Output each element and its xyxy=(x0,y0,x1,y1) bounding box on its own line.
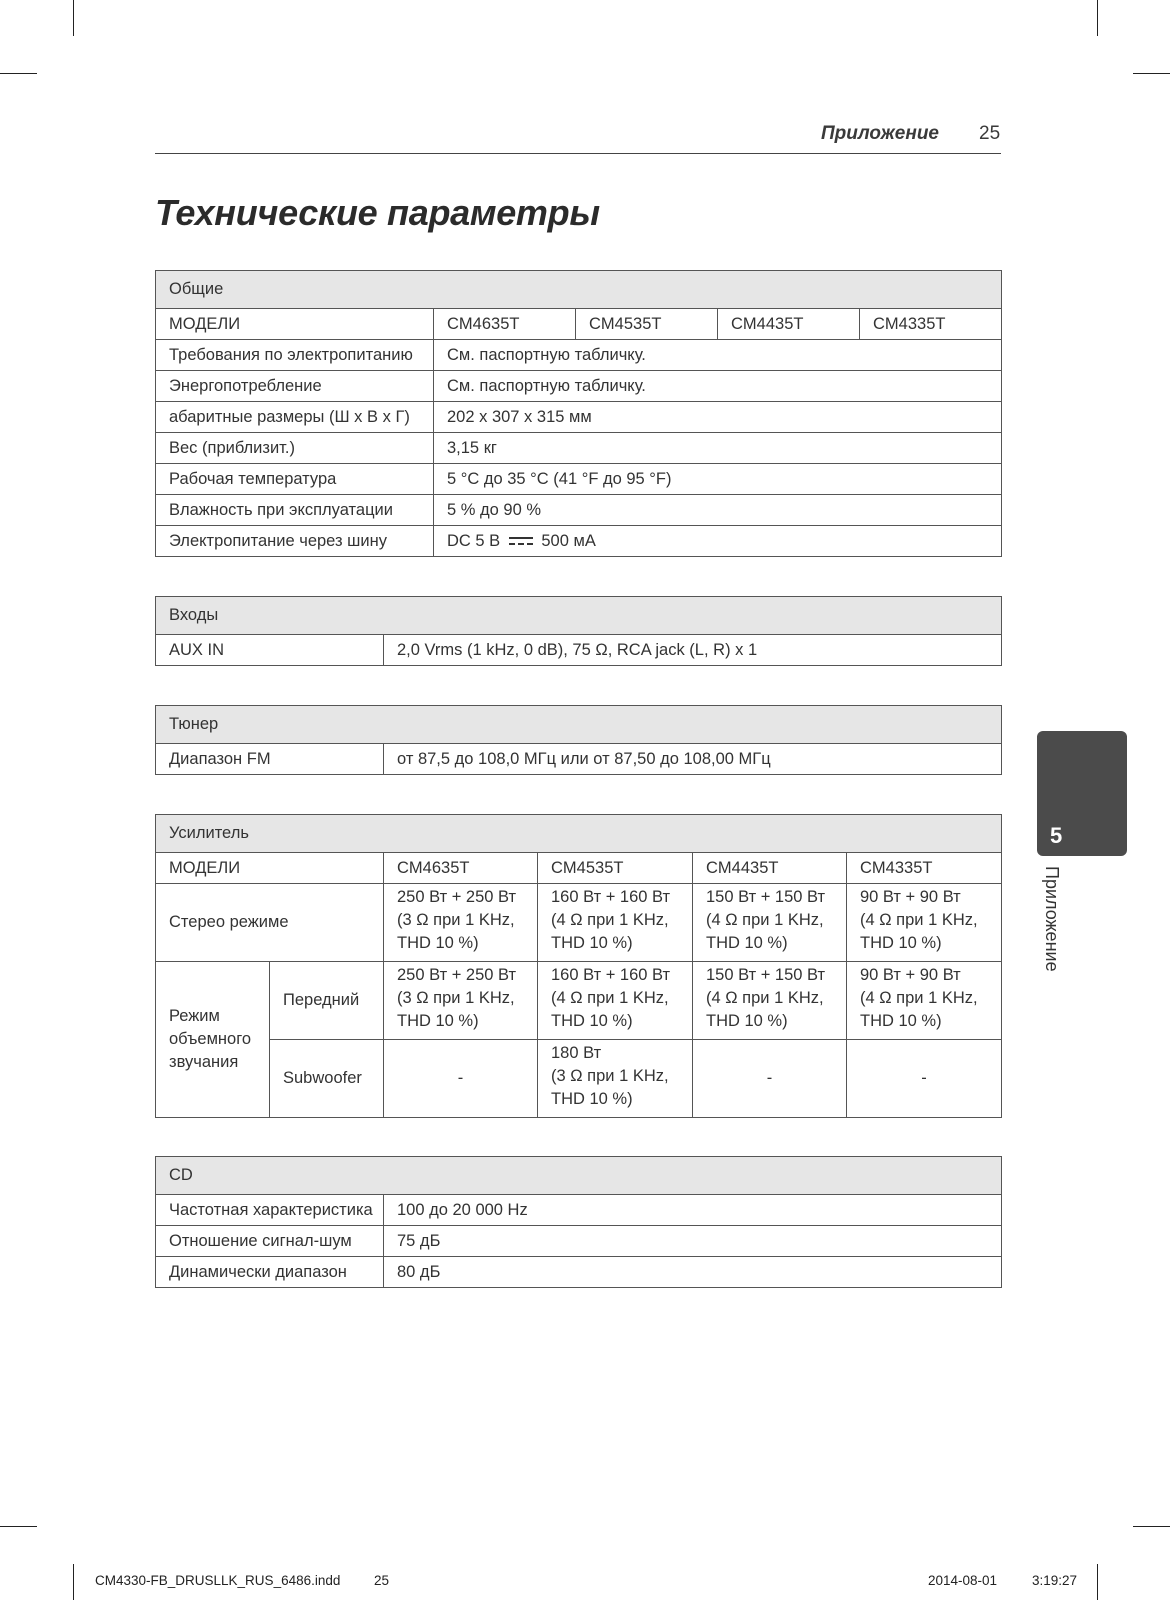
dc-symbol-icon xyxy=(508,535,534,547)
chapter-number: 5 xyxy=(1050,823,1063,848)
row-label: Subwoofer xyxy=(270,1040,384,1118)
row-value: 100 до 20 000 Hz xyxy=(384,1195,1002,1226)
model-name: CM4335T xyxy=(847,853,1002,884)
row-label: абаритные размеры (Ш x В x Г) xyxy=(156,402,434,433)
table-row xyxy=(156,853,1002,884)
table-row xyxy=(156,309,1002,340)
chapter-label: Приложение xyxy=(1042,866,1062,972)
table-row xyxy=(156,526,1002,557)
table-heading: Тюнер xyxy=(156,706,1002,744)
power-value: - xyxy=(384,1040,538,1118)
row-label: Диапазон FM xyxy=(156,744,384,775)
table-row xyxy=(156,1195,1002,1226)
header-section-name: Приложение xyxy=(820,123,939,144)
table-heading: CD xyxy=(156,1157,1002,1195)
table-header-row xyxy=(156,597,1002,635)
usb-value-prefix: DC 5 В xyxy=(447,531,501,550)
footer-page-number: 25 xyxy=(374,1573,390,1588)
table-heading: Входы xyxy=(156,597,1002,635)
row-value: 5 % до 90 % xyxy=(434,495,1002,526)
footer-time: 3:19:27 xyxy=(1032,1573,1078,1588)
power-value: 90 Вт + 90 Вт (4 Ω при 1 KHz, THD 10 %) xyxy=(847,884,1002,962)
cd-table xyxy=(155,1156,1002,1288)
row-label: Энергопотребление xyxy=(156,371,434,402)
footer-file-name: CM4330-FB_DRUSLLK_RUS_6486.indd xyxy=(95,1573,341,1588)
power-value: 160 Вт + 160 Вт (4 Ω при 1 KHz, THD 10 %) xyxy=(538,962,693,1040)
row-value: См. паспортную табличку. xyxy=(434,340,1002,371)
table-row xyxy=(156,1257,1002,1288)
crop-mark xyxy=(1133,1526,1170,1527)
model-name: CM4435T xyxy=(693,853,847,884)
row-value: 3,15 кг xyxy=(434,433,1002,464)
power-value: 150 Вт + 150 Вт (4 Ω при 1 KHz, THD 10 %) xyxy=(693,962,847,1040)
table-header-row xyxy=(156,271,1002,309)
power-value: 90 Вт + 90 Вт (4 Ω при 1 KHz, THD 10 %) xyxy=(847,962,1002,1040)
row-value: 80 дБ xyxy=(384,1257,1002,1288)
model-name: CM4535T xyxy=(576,309,718,340)
row-value: 202 x 307 x 315 мм xyxy=(434,402,1002,433)
crop-mark xyxy=(1097,0,1098,36)
table-header-row xyxy=(156,706,1002,744)
usb-value-suffix: 500 мА xyxy=(541,531,596,550)
power-value: 160 Вт + 160 Вт (4 Ω при 1 KHz, THD 10 %) xyxy=(538,884,693,962)
power-value: 150 Вт + 150 Вт (4 Ω при 1 KHz, THD 10 %) xyxy=(693,884,847,962)
table-header-row xyxy=(156,815,1002,853)
table-row xyxy=(156,962,1002,1040)
row-label: Электропитание через шину xyxy=(156,526,434,557)
row-value: от 87,5 до 108,0 МГц или от 87,50 до 108,00 МГц xyxy=(384,744,1002,775)
row-label: Влажность при эксплуатации xyxy=(156,495,434,526)
crop-mark xyxy=(1133,73,1170,74)
model-name: CM4335T xyxy=(860,309,1002,340)
table-row xyxy=(156,371,1002,402)
power-value: 250 Вт + 250 Вт (3 Ω при 1 KHz, THD 10 %) xyxy=(384,884,538,962)
table-row xyxy=(156,402,1002,433)
model-name: CM4435T xyxy=(718,309,860,340)
row-label: Отношение сигнал-шум xyxy=(156,1226,384,1257)
footer-date: 2014-08-01 xyxy=(928,1573,998,1588)
header-rule xyxy=(155,153,1001,154)
table-row xyxy=(156,340,1002,371)
row-label: Динамически диапазон xyxy=(156,1257,384,1288)
power-value: - xyxy=(693,1040,847,1118)
crop-mark xyxy=(73,1564,74,1600)
crop-mark xyxy=(73,0,74,36)
header-page-number: 25 xyxy=(979,123,1001,144)
table-row xyxy=(156,464,1002,495)
row-value: 75 дБ xyxy=(384,1226,1002,1257)
row-value: 2,0 Vrms (1 kHz, 0 dB), 75 Ω, RCA jack (L, R) x 1 xyxy=(384,635,1002,666)
power-value: 250 Вт + 250 Вт (3 Ω при 1 KHz, THD 10 %) xyxy=(384,962,538,1040)
row-label: Вес (приблизит.) xyxy=(156,433,434,464)
page-title: Технические параметры xyxy=(155,192,600,233)
row-value xyxy=(434,526,1002,557)
table-row xyxy=(156,635,1002,666)
table-row xyxy=(156,1040,1002,1118)
table-header-row xyxy=(156,1157,1002,1195)
crop-mark xyxy=(1097,1564,1098,1600)
table-heading: Усилитель xyxy=(156,815,1002,853)
row-label: Передний xyxy=(270,962,384,1040)
table-heading: Общие xyxy=(156,271,1002,309)
row-value: 5 °C до 35 °C (41 °F до 95 °F) xyxy=(434,464,1002,495)
row-label: Частотная характеристика xyxy=(156,1195,384,1226)
crop-mark xyxy=(0,1526,37,1527)
table-row xyxy=(156,744,1002,775)
table-row xyxy=(156,884,1002,962)
row-label: МОДЕЛИ xyxy=(156,309,434,340)
power-value: - xyxy=(847,1040,1002,1118)
power-value: 180 Вт (3 Ω при 1 KHz, THD 10 %) xyxy=(538,1040,693,1118)
model-name: CM4635T xyxy=(384,853,538,884)
inputs-table xyxy=(155,596,1002,666)
row-label: МОДЕЛИ xyxy=(156,853,384,884)
row-label: AUX IN xyxy=(156,635,384,666)
model-name: CM4635T xyxy=(434,309,576,340)
model-name: CM4535T xyxy=(538,853,693,884)
row-label: Рабочая температура xyxy=(156,464,434,495)
tuner-table xyxy=(155,705,1002,775)
surround-label: Режим объемного звучания xyxy=(156,962,270,1118)
row-label: Стерео режиме xyxy=(156,884,384,962)
general-table xyxy=(155,270,1002,557)
crop-mark xyxy=(0,73,37,74)
row-label: Требования по электропитанию xyxy=(156,340,434,371)
amplifier-table xyxy=(155,814,1002,1118)
row-value: См. паспортную табличку. xyxy=(434,371,1002,402)
table-row xyxy=(156,495,1002,526)
table-row xyxy=(156,1226,1002,1257)
table-row xyxy=(156,433,1002,464)
